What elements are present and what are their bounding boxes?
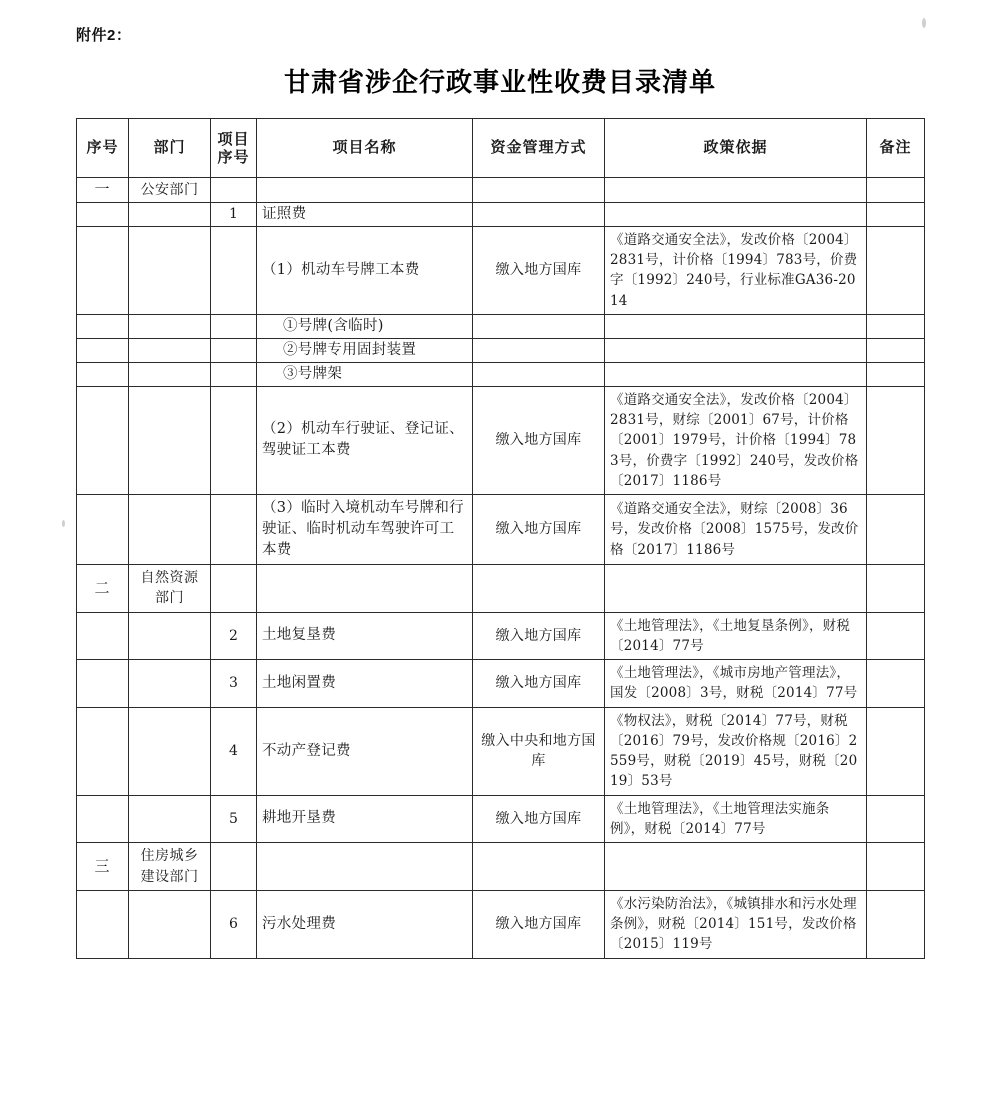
cell-remark (867, 612, 925, 660)
cell-item-name (257, 178, 473, 203)
cell-dept (129, 795, 211, 843)
cell-seq (77, 362, 129, 386)
table-row (77, 202, 925, 226)
cell-dept (129, 386, 211, 494)
column-header-item-no-line1: 项目 (217, 130, 250, 148)
cell-fund-management: 缴入地方国库 (473, 226, 605, 314)
cell-seq (77, 314, 129, 338)
cell-fund-management (473, 314, 605, 338)
column-header-policy: 政策依据 (605, 119, 867, 178)
cell-policy-basis: 《土地管理法》，《土地管理法实施条例》，财税〔2014〕77号 (605, 795, 867, 843)
cell-remark (867, 495, 925, 565)
column-header-item-no (211, 119, 257, 178)
cell-item-no: 6 (211, 890, 257, 958)
cell-seq (77, 612, 129, 660)
cell-fund-management: 缴入地方国库 (473, 660, 605, 708)
table-row (77, 226, 925, 314)
column-header-fund: 资金管理方式 (473, 119, 605, 178)
table-row (77, 707, 925, 795)
cell-item-name: 土地复垦费 (257, 612, 473, 660)
column-header-dept: 部门 (129, 119, 211, 178)
cell-remark (867, 362, 925, 386)
cell-seq (77, 495, 129, 565)
attachment-label: 附件2： (76, 27, 132, 44)
cell-policy-basis: 《水污染防治法》，《城镇排水和污水处理条例》，财税〔2014〕151号，发改价格〔2015〕119号 (605, 890, 867, 958)
cell-fund-management (473, 178, 605, 203)
cell-fund-management: 缴入地方国库 (473, 795, 605, 843)
cell-dept: 公安部门 (129, 178, 211, 203)
cell-seq (77, 226, 129, 314)
cell-seq (77, 707, 129, 795)
cell-item-name: 土地闲置费 (257, 660, 473, 708)
cell-remark (867, 202, 925, 226)
table-row (77, 386, 925, 494)
cell-remark (867, 338, 925, 362)
cell-remark (867, 843, 925, 891)
cell-item-name: 不动产登记费 (257, 707, 473, 795)
cell-seq (77, 202, 129, 226)
cell-remark (867, 660, 925, 708)
cell-item-no: 3 (211, 660, 257, 708)
cell-dept: 住房城乡建设部门 (129, 843, 211, 891)
cell-item-no (211, 362, 257, 386)
cell-seq (77, 660, 129, 708)
cell-item-name: ③号牌架 (257, 362, 473, 386)
cell-policy-basis (605, 565, 867, 613)
cell-item-no (211, 338, 257, 362)
table-row (77, 795, 925, 843)
cell-seq: 一 (77, 178, 129, 203)
fee-catalog-table (76, 118, 925, 959)
cell-policy-basis (605, 314, 867, 338)
cell-item-no (211, 226, 257, 314)
cell-item-no: 4 (211, 707, 257, 795)
page-title: 甘肃省涉企行政事业性收费目录清单 (283, 68, 716, 98)
cell-remark (867, 707, 925, 795)
cell-item-name: ②号牌专用固封装置 (257, 338, 473, 362)
column-header-name: 项目名称 (257, 119, 473, 178)
cell-seq (77, 338, 129, 362)
table-body (77, 178, 925, 959)
cell-item-no: 5 (211, 795, 257, 843)
cell-seq (77, 386, 129, 494)
cell-item-name (257, 565, 473, 613)
cell-item-no (211, 565, 257, 613)
cell-remark (867, 386, 925, 494)
cell-item-name (257, 843, 473, 891)
cell-fund-management: 缴入地方国库 (473, 890, 605, 958)
cell-policy-basis (605, 338, 867, 362)
cell-dept (129, 612, 211, 660)
cell-dept (129, 202, 211, 226)
table-row (77, 338, 925, 362)
table-row (77, 314, 925, 338)
cell-item-no: 1 (211, 202, 257, 226)
table-row (77, 660, 925, 708)
scan-speck (922, 18, 926, 28)
cell-remark (867, 178, 925, 203)
cell-policy-basis (605, 843, 867, 891)
cell-remark (867, 314, 925, 338)
table-row (77, 178, 925, 203)
cell-dept (129, 890, 211, 958)
cell-remark (867, 226, 925, 314)
table-header-row (77, 119, 925, 178)
cell-item-no (211, 843, 257, 891)
table-row (77, 612, 925, 660)
cell-dept (129, 226, 211, 314)
cell-fund-management: 缴入地方国库 (473, 386, 605, 494)
cell-dept (129, 707, 211, 795)
column-header-item-no-line2: 序号 (217, 148, 250, 166)
cell-dept (129, 660, 211, 708)
cell-dept (129, 314, 211, 338)
cell-item-name: （2）机动车行驶证、登记证、驾驶证工本费 (257, 386, 473, 494)
cell-policy-basis: 《道路交通安全法》，发改价格〔2004〕2831号，计价格〔1994〕783号，价费字〔1992〕240号，行业标准GA36-2014 (605, 226, 867, 314)
cell-item-name: （3）临时入境机动车号牌和行驶证、临时机动车驾驶许可工本费 (257, 495, 473, 565)
cell-item-no (211, 178, 257, 203)
cell-item-no (211, 386, 257, 494)
cell-remark (867, 795, 925, 843)
column-header-remark: 备注 (867, 119, 925, 178)
cell-dept (129, 362, 211, 386)
cell-policy-basis (605, 202, 867, 226)
cell-fund-management (473, 202, 605, 226)
cell-item-name: 耕地开垦费 (257, 795, 473, 843)
cell-fund-management: 缴入地方国库 (473, 495, 605, 565)
table-header (77, 119, 925, 178)
cell-item-name: （1）机动车号牌工本费 (257, 226, 473, 314)
table-row (77, 843, 925, 891)
table-row (77, 565, 925, 613)
cell-policy-basis: 《物权法》，财税〔2014〕77号，财税〔2016〕79号，发改价格规〔2016〕2559号，财税〔2019〕45号，财税〔2019〕53号 (605, 707, 867, 795)
table-row (77, 362, 925, 386)
cell-fund-management (473, 362, 605, 386)
cell-seq (77, 890, 129, 958)
cell-remark (867, 565, 925, 613)
cell-fund-management: 缴入中央和地方国库 (473, 707, 605, 795)
cell-dept (129, 495, 211, 565)
cell-dept (129, 338, 211, 362)
cell-seq: 三 (77, 843, 129, 891)
cell-item-name: ①号牌(含临时) (257, 314, 473, 338)
table-row (77, 890, 925, 958)
table-row (77, 495, 925, 565)
cell-policy-basis (605, 362, 867, 386)
cell-fund-management (473, 565, 605, 613)
cell-seq: 二 (77, 565, 129, 613)
column-header-seq: 序号 (77, 119, 129, 178)
cell-policy-basis: 《土地管理法》，《城市房地产管理法》，国发〔2008〕3号，财税〔2014〕77号 (605, 660, 867, 708)
cell-policy-basis: 《土地管理法》，《土地复垦条例》，财税〔2014〕77号 (605, 612, 867, 660)
cell-fund-management (473, 338, 605, 362)
cell-policy-basis: 《道路交通安全法》，财综〔2008〕36号，发改价格〔2008〕1575号，发改价格〔2017〕1186号 (605, 495, 867, 565)
cell-item-name: 证照费 (257, 202, 473, 226)
cell-policy-basis (605, 178, 867, 203)
cell-item-no (211, 495, 257, 565)
cell-remark (867, 890, 925, 958)
fee-catalog-table-container (76, 118, 924, 959)
cell-item-no: 2 (211, 612, 257, 660)
scan-speck (62, 520, 65, 527)
cell-seq (77, 795, 129, 843)
cell-item-name: 污水处理费 (257, 890, 473, 958)
cell-policy-basis: 《道路交通安全法》，发改价格〔2004〕2831号，财综〔2001〕67号，计价格〔2001〕1979号，计价格〔1994〕783号，价费字〔1992〕240号，发改价格〔2017〕1186号 (605, 386, 867, 494)
cell-item-no (211, 314, 257, 338)
cell-fund-management (473, 843, 605, 891)
cell-dept: 自然资源部门 (129, 565, 211, 613)
cell-fund-management: 缴入地方国库 (473, 612, 605, 660)
